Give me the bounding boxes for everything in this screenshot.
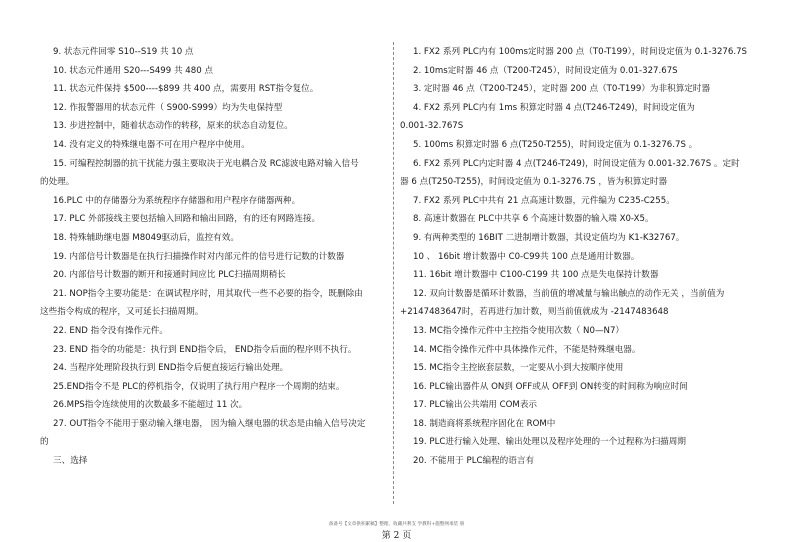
section-heading: 三、选择 bbox=[53, 456, 88, 467]
left-line: 20. 内部信号计数器的断开和接通时间应比 PLC扫描周期稍长 bbox=[53, 270, 286, 281]
left-line: 27. OUT指令不能用于驱动输入继电器， 因为输入继电器的状态是由输入信号决定 bbox=[53, 418, 366, 429]
right-line: 13. MC指令操作元件中主控指令使用次数（ N0—N7） bbox=[413, 325, 625, 336]
left-line: 这些指令构成的程序，又可延长扫描周期。 bbox=[40, 307, 204, 318]
right-line: 10 、 16bit 增计数器中 C0-C99共 100 点是通用计数器。 bbox=[413, 251, 640, 262]
left-line: 11. 状态元件保持 $500----$899 共 400 点，需要用 RST指令复位。 bbox=[53, 84, 319, 95]
left-line: 17. PLC 外部接线主要包括输入回路和输出回路，有的还有网路连接。 bbox=[53, 214, 321, 225]
left-line: 的处理。 bbox=[40, 177, 75, 188]
right-line: 17. PLC输出公共端用 COM表示 bbox=[413, 400, 538, 411]
column-divider bbox=[393, 42, 394, 504]
left-line: 16.PLC 中的存储器分为系统程序存储器和用户程序存储器两种。 bbox=[53, 195, 301, 206]
left-line: 18. 特殊辅助继电器 M8049驱动后，监控有效。 bbox=[53, 232, 239, 243]
right-line: 9. 有两种类型的 16BIT 二进制增计数器，其设定值均为 K1-K32767。 bbox=[413, 232, 685, 243]
footer-note: 备备号【文章供积累稿】整理、收藏共利支 学教科+施整网承装 册 bbox=[328, 522, 465, 527]
left-line: 14. 没有定义的特殊继电器不可在用户程序中使用。 bbox=[53, 139, 250, 150]
right-line: 4. FX2 系列 PLC内有 1ms 积算定时器 4 点(T246-T249)，时间设定值为 bbox=[413, 102, 695, 113]
right-line: 12. 双向计数器是循环计数器，当前值的增减量与输出触点的动作无关 ，当前值为 bbox=[413, 288, 725, 299]
left-line: 9. 状态元件回零 S10--S19 共 10 点 bbox=[53, 47, 194, 57]
right-line: 0.001-32.767S bbox=[400, 121, 464, 132]
left-column bbox=[40, 43, 385, 471]
right-line: 2. 10ms定时器 46 点（T200-T245），时间设定值为 0.01-327.67S bbox=[413, 65, 678, 76]
right-line: 1. FX2 系列 PLC内有 100ms定时器 200 点（T0-T199），时间设定值为 0.1-3276.7S bbox=[413, 47, 748, 57]
right-line: 20. 不能用于 PLC编程的语言有 bbox=[413, 456, 535, 467]
left-line: 22. END 指令没有操作元件。 bbox=[53, 325, 168, 336]
left-line: 21. NOP指令主要功能是：在调试程序时，用其取代一些不必要的指令，既删除由 bbox=[53, 288, 363, 299]
right-line: 器 6 点(T250-T255)，时间设定值为 0.1-3276.7S ，皆为积算定时器 bbox=[400, 177, 668, 188]
left-line: 24. 当程序处理阶段执行到 END指令后便直接运行输出处理。 bbox=[53, 363, 289, 374]
right-line: +2147483647时，若再进行加计数，则当前值就成为 -2147483648 bbox=[400, 307, 669, 318]
right-line: 3. 定时器 46 点（T200-T245），定时器 200 点（T0-T199）为非积算定时器 bbox=[413, 84, 711, 95]
right-line: 16. PLC输出器件从 ON到 OFF或从 OFF到 ON转变的时间称为响应时间 bbox=[413, 381, 688, 392]
right-line: 8. 高速计数器在 PLC中共享 6 个高速计数器的输入端 X0-X5。 bbox=[413, 214, 654, 225]
right-line: 15. MC指令主控嵌套层数，一定要从小到大按顺序使用 bbox=[413, 363, 624, 374]
left-line: 26.MPS指令连续使用的次数最多不能超过 11 次。 bbox=[53, 400, 248, 411]
right-column bbox=[400, 43, 775, 471]
left-line: 15. 可编程控制器的抗干扰能力强主要取决于光电耦合及 RC滤波电路对输入信号 bbox=[53, 158, 359, 169]
right-line: 19. PLC进行输入处理、输出处理以及程序处理的一个过程称为扫描周期 bbox=[413, 437, 686, 448]
right-line: 11. 16bit 增计数器中 C100-C199 共 100 点是失电保持计数器 bbox=[413, 270, 659, 281]
right-line: 6. FX2 系列 PLC内定时器 4 点(T246-T249)，时间设定值为 0.001-32.767S 。定时 bbox=[413, 158, 740, 169]
left-line: 25.END指令不是 PLC的停机指令，仅说明了执行用户程序一个周期的结束。 bbox=[53, 381, 345, 392]
left-line: 23. END 指令的功能是：执行到 END指令后， END指令后面的程序则不执行。 bbox=[53, 344, 357, 355]
left-line: 的 bbox=[40, 437, 49, 448]
left-line: 19. 内部信号计数器是在执行扫描操作时对内部元件的信号进行记数的计数器 bbox=[53, 251, 345, 262]
right-line: 7. FX2 系列 PLC中共有 21 点高速计数器，元件编为 C235-C255。 bbox=[413, 195, 675, 206]
left-line: 12. 作报警器用的状态元件（ S900-S999）均为失电保持型 bbox=[53, 102, 283, 113]
right-line: 5. 100ms 积算定时器 6 点(T250-T255)，时间设定值为 0.1-3276.7S 。 bbox=[413, 139, 698, 150]
page-number: 第 2 页 bbox=[381, 531, 412, 541]
right-line: 14. MC指令操作元件中具体操作元件，不能是特殊继电器。 bbox=[413, 344, 641, 355]
left-line: 10. 状态元件通用 S20---S499 共 480 点 bbox=[53, 65, 214, 76]
left-line: 13. 步进控制中，随着状态动作的转移，原来的状态自动复位。 bbox=[53, 121, 293, 132]
right-line: 18. 制造商将系统程序固化在 ROM中 bbox=[413, 418, 556, 429]
